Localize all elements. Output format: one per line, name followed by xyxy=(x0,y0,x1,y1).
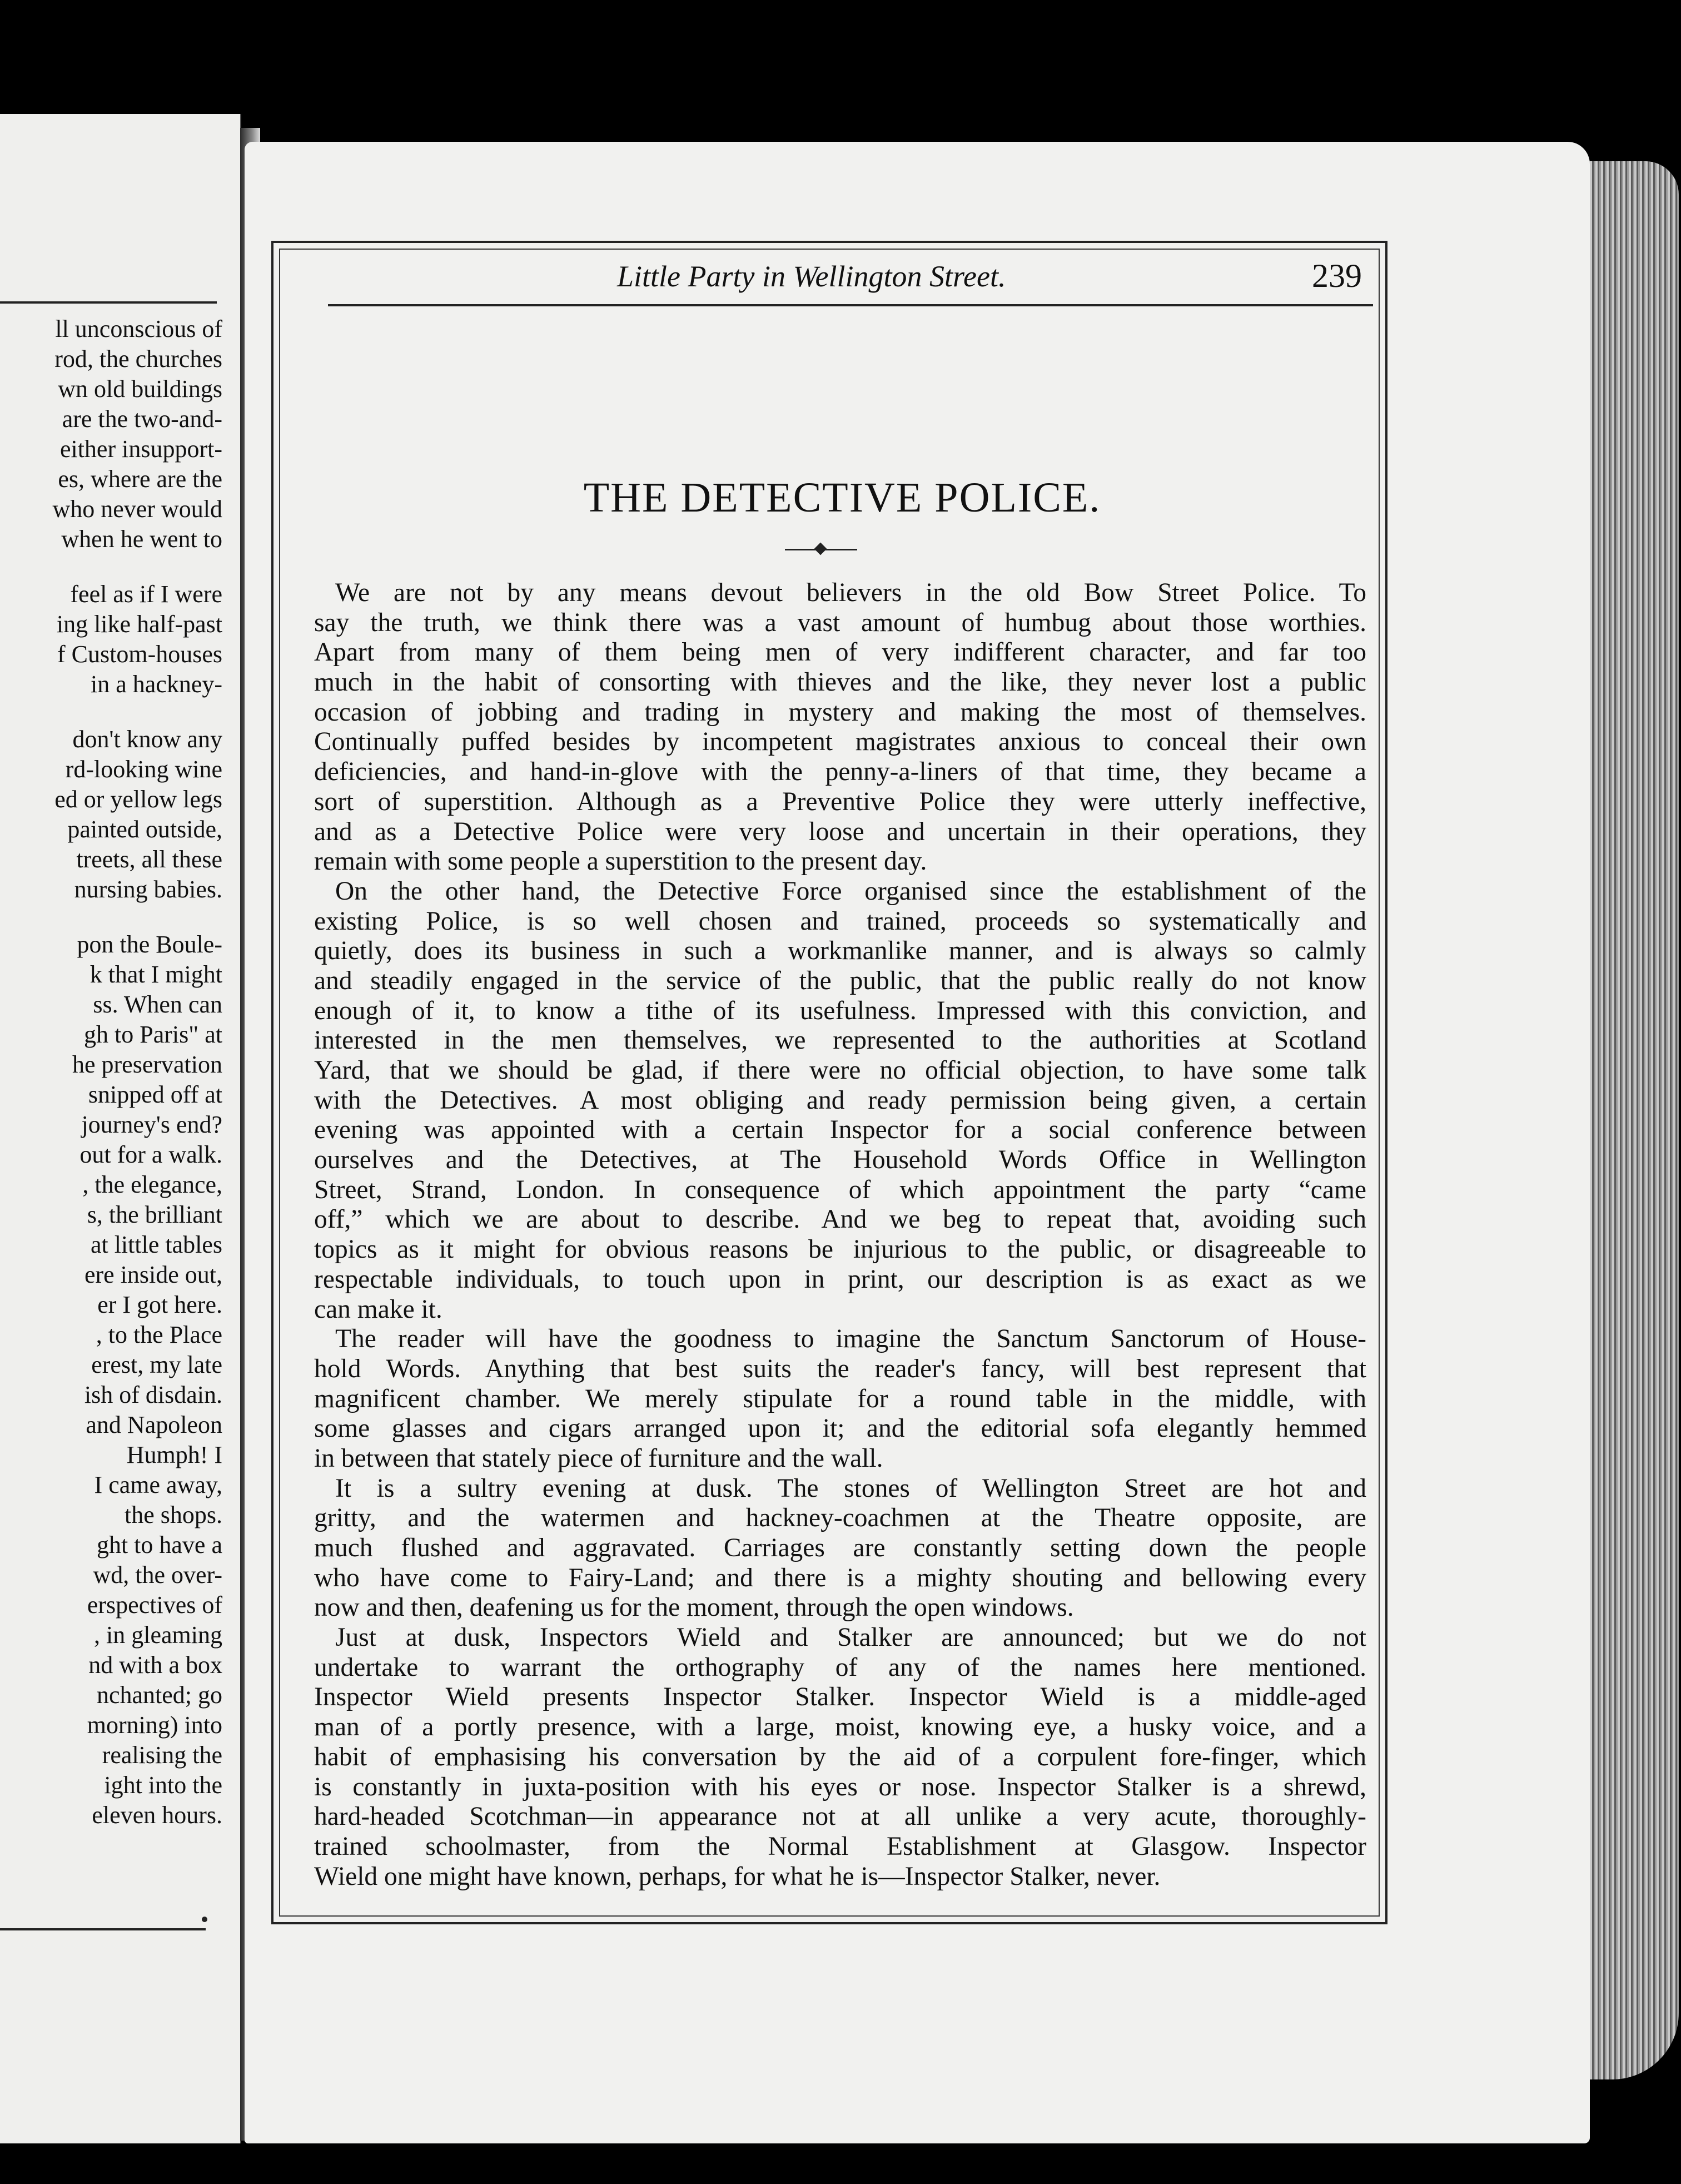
article-line: much in the habit of consorting with thieves and the like, they never lost a public xyxy=(314,668,1366,697)
previous-page-line: f Custom-houses xyxy=(57,641,222,668)
article-line: Yard, that we should be glad, if there were no official objection, to have some talk xyxy=(314,1056,1366,1085)
article-line: occasion of jobbing and trading in mystery and making the most of themselves. xyxy=(314,697,1366,727)
article-line: and as a Detective Police were very loose and uncertain in their operations, they xyxy=(314,817,1366,846)
previous-page-line: nchanted; go xyxy=(96,1681,222,1709)
previous-page-line: are the two-and- xyxy=(62,405,222,433)
article-line: who have come to Fairy-Land; and there is a mighty shouting and bellowing every xyxy=(314,1563,1366,1592)
running-head-rule xyxy=(328,304,1373,306)
previous-page-line: Humph! I xyxy=(126,1441,222,1468)
article-line: topics as it might for obvious reasons be injurious to the public, or disagreeable to xyxy=(314,1235,1366,1264)
title-ornament xyxy=(785,543,857,556)
previous-page-line: don't know any xyxy=(72,726,222,753)
chapter-title: THE DETECTIVE POLICE. xyxy=(583,474,1101,521)
border-corner-dot xyxy=(202,1917,207,1922)
article-line: gritty, and the watermen and hackney-coachmen at the Theatre opposite, are xyxy=(314,1503,1366,1533)
article-line: enough of it, to know a tithe of its usefulness. Impressed with this conviction, and xyxy=(314,996,1366,1025)
article-line: man of a portly presence, with a large, moist, knowing eye, a husky voice, and a xyxy=(314,1713,1366,1742)
article-line: say the truth, we think there was a vast amount of humbug about those worthies. xyxy=(314,608,1366,637)
article-line: magnificent chamber. We merely stipulate for a round table in the middle, with xyxy=(314,1384,1366,1413)
previous-page-line: painted outside, xyxy=(67,816,222,843)
previous-page-paragraph-gap xyxy=(0,905,222,930)
previous-page-line: snipped off at xyxy=(88,1081,222,1108)
previous-page-line: journey's end? xyxy=(81,1111,222,1138)
article-line: much flushed and aggravated. Carriages are constantly setting down the people xyxy=(314,1533,1366,1562)
previous-page-line: ght to have a xyxy=(96,1531,222,1558)
previous-page-line: ere inside out, xyxy=(84,1261,222,1288)
article-line: evening was appointed with a certain Inspector for a social conference between xyxy=(314,1115,1366,1145)
running-head xyxy=(328,257,1373,301)
article-line: Just at dusk, Inspectors Wield and Stalker are announced; but we do not xyxy=(335,1623,1366,1652)
previous-page-line: I came away, xyxy=(94,1471,222,1498)
previous-page-text xyxy=(0,314,222,1830)
previous-page-line: out for a walk. xyxy=(79,1141,222,1168)
previous-page-line: k that I might xyxy=(89,961,222,988)
article-paragraph xyxy=(314,877,1366,1324)
article-body xyxy=(314,578,1366,1892)
article-line: remain with some people a superstition to the present day. xyxy=(314,847,927,876)
previous-page-line: ing like half-past xyxy=(56,610,222,638)
previous-page-line: eleven hours. xyxy=(92,1801,222,1829)
previous-page-line: nd with a box xyxy=(88,1651,222,1679)
previous-page-line: er I got here. xyxy=(97,1291,222,1318)
article-paragraph xyxy=(314,1474,1366,1623)
previous-page xyxy=(0,114,241,2143)
article-line: now and then, deafening us for the moment, through the open windows. xyxy=(314,1593,1074,1622)
previous-page-top-rule xyxy=(0,301,217,304)
previous-page-paragraph-gap xyxy=(0,554,222,579)
previous-page-line: ll unconscious of xyxy=(55,315,222,343)
article-line: habit of emphasising his conversation by the aid of a corpulent fore-finger, which xyxy=(314,1742,1366,1771)
previous-page-line: the shops. xyxy=(125,1501,222,1528)
article-line: off,” which we are about to describe. And we beg to repeat that, avoiding such xyxy=(314,1205,1366,1234)
previous-page-line: erspectives of xyxy=(87,1591,222,1619)
previous-page-line: ed or yellow legs xyxy=(54,786,222,813)
previous-page-line: and Napoleon xyxy=(86,1411,222,1438)
article-line: ourselves and the Detectives, at The Household Words Office in Wellington xyxy=(314,1145,1366,1175)
article-paragraph xyxy=(314,1623,1366,1892)
previous-page-line: , in gleaming xyxy=(94,1621,222,1649)
previous-page-line: morning) into xyxy=(87,1711,222,1739)
previous-page-line: wn old buildings xyxy=(58,375,222,403)
article-line: is constantly in juxta-position with his eyes or nose. Inspector Stalker is a shrewd, xyxy=(314,1772,1366,1801)
previous-page-line: es, where are the xyxy=(58,465,222,493)
article-line: can make it. xyxy=(314,1294,442,1324)
previous-page-line: rod, the churches xyxy=(54,345,222,373)
article-line: We are not by any means devout believers in the old Bow Street Police. To xyxy=(335,578,1366,607)
article-line: It is a sultry evening at dusk. The stones of Wellington Street are hot and xyxy=(335,1473,1366,1503)
previous-page-line: pon the Boule- xyxy=(77,931,222,958)
previous-page-line: , the elegance, xyxy=(82,1171,222,1198)
article-line: Continually puffed besides by incompetent magistrates anxious to conceal their own xyxy=(314,727,1366,757)
running-head-title: Little Party in Wellington Street. xyxy=(617,260,1006,293)
article-line: sort of superstition. Although as a Preventive Police they were utterly ineffective, xyxy=(314,787,1366,816)
article-line: trained schoolmaster, from the Normal Establishment at Glasgow. Inspector xyxy=(314,1831,1366,1861)
article-line: Apart from many of them being men of very indifferent character, and far too xyxy=(314,638,1366,667)
previous-page-line: realising the xyxy=(102,1741,222,1769)
previous-page-line: rd-looking wine xyxy=(65,756,222,783)
previous-page-line: , to the Place xyxy=(96,1321,222,1348)
page-number: 239 xyxy=(1312,257,1362,294)
article-line: hard-headed Scotchman—in appearance not at all unlike a very acute, thoroughly- xyxy=(314,1802,1366,1831)
article-paragraph xyxy=(314,578,1366,877)
article-line: some glasses and cigars arranged upon it; and the editorial sofa elegantly hemmed xyxy=(314,1414,1366,1443)
previous-page-line: s, the brilliant xyxy=(87,1201,222,1228)
previous-page-line: feel as if I were xyxy=(70,580,222,608)
article-line: respectable individuals, to touch upon in print, our description is as exact as we xyxy=(314,1264,1366,1294)
article-paragraph xyxy=(314,1324,1366,1473)
article-line: existing Police, is so well chosen and trained, proceeds so systematically and xyxy=(314,906,1366,936)
previous-page-line: ight into the xyxy=(104,1771,222,1799)
previous-page-line: he preservation xyxy=(72,1051,222,1078)
article-line: undertake to warrant the orthography of any of the names here mentioned. xyxy=(314,1652,1366,1682)
article-line: interested in the men themselves, we represented to the authorities at Scotland xyxy=(314,1026,1366,1055)
previous-page-line: ish of disdain. xyxy=(84,1381,222,1408)
previous-page-line: at little tables xyxy=(90,1231,222,1258)
previous-page-line: who never would xyxy=(52,495,222,523)
previous-page-line: either insupport- xyxy=(59,435,222,463)
article-line: Inspector Wield presents Inspector Stalker. Inspector Wield is a middle-aged xyxy=(314,1682,1366,1712)
article-line: quietly, does its business in such a workmanlike manner, and is always so calmly xyxy=(314,936,1366,966)
ornament-diamond-icon xyxy=(814,543,827,555)
article-line: with the Detectives. A most obliging and ready permission being given, a certain xyxy=(314,1085,1366,1115)
previous-page-bottom-rule xyxy=(0,1928,206,1930)
previous-page-paragraph-gap xyxy=(0,699,222,724)
previous-page-line: gh to Paris" at xyxy=(84,1021,222,1048)
previous-page-line: when he went to xyxy=(61,525,222,553)
article-line: Street, Strand, London. In consequence of which appointment the party “came xyxy=(314,1175,1366,1204)
article-line: deficiencies, and hand-in-glove with the penny-a-liners of that time, they became a xyxy=(314,757,1366,787)
article-line: The reader will have the goodness to imagine the Sanctum Sanctorum of House- xyxy=(335,1324,1366,1354)
previous-page-line: erest, my late xyxy=(91,1351,222,1378)
previous-page-line: nursing babies. xyxy=(74,876,222,903)
article-line: and steadily engaged in the service of the public, that the public really do not know xyxy=(314,966,1366,995)
article-line: in between that stately piece of furniture and the wall. xyxy=(314,1443,883,1473)
article-line: On the other hand, the Detective Force organised since the establishment of the xyxy=(335,876,1366,906)
previous-page-line: treets, all these xyxy=(76,846,222,873)
previous-page-line: ss. When can xyxy=(93,991,222,1018)
previous-page-line: in a hackney- xyxy=(91,671,222,698)
article-line: hold Words. Anything that best suits the reader's fancy, will best represent that xyxy=(314,1354,1366,1383)
previous-page-line: wd, the over- xyxy=(93,1561,222,1589)
article-line: Wield one might have known, perhaps, for what he is—Inspector Stalker, never. xyxy=(314,1862,1161,1891)
